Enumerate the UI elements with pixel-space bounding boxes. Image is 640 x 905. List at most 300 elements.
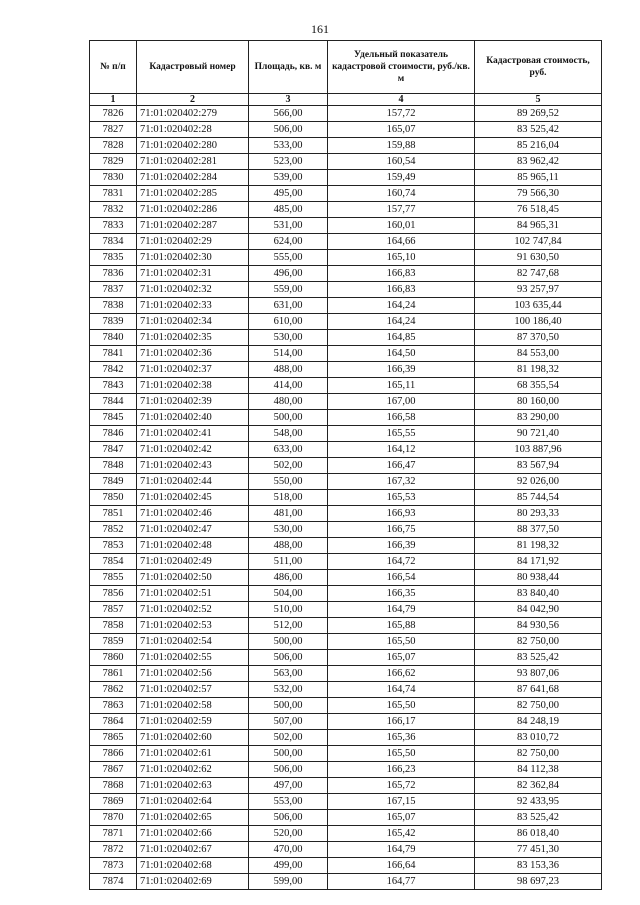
area-cell: 495,00: [249, 186, 328, 202]
row-number-cell: 7868: [90, 778, 137, 794]
cadastral-number-cell: 71:01:020402:68: [137, 858, 249, 874]
cadastral-number-cell: 71:01:020402:41: [137, 426, 249, 442]
cadastral-number-cell: 71:01:020402:40: [137, 410, 249, 426]
area-cell: 488,00: [249, 538, 328, 554]
area-cell: 496,00: [249, 266, 328, 282]
row-number-cell: 7830: [90, 170, 137, 186]
table-row: [90, 314, 602, 330]
unit-value-cell: 165,11: [328, 378, 475, 394]
row-number-cell: 7851: [90, 506, 137, 522]
unit-value-cell: 164,50: [328, 346, 475, 362]
table-row: [90, 282, 602, 298]
table-row: [90, 122, 602, 138]
cadastral-value-cell: 84 965,31: [475, 218, 602, 234]
table-row: [90, 522, 602, 538]
area-cell: 555,00: [249, 250, 328, 266]
header-area: Площадь, кв. м: [249, 41, 328, 94]
table-row: [90, 698, 602, 714]
cadastral-value-cell: 82 750,00: [475, 698, 602, 714]
unit-value-cell: 165,53: [328, 490, 475, 506]
area-cell: 599,00: [249, 874, 328, 890]
cadastral-number-cell: 71:01:020402:39: [137, 394, 249, 410]
unit-value-cell: 165,50: [328, 746, 475, 762]
table-row: [90, 570, 602, 586]
cadastral-value-cell: 93 257,97: [475, 282, 602, 298]
area-cell: 533,00: [249, 138, 328, 154]
unit-value-cell: 164,79: [328, 842, 475, 858]
row-number-cell: 7847: [90, 442, 137, 458]
cadastral-number-cell: 71:01:020402:35: [137, 330, 249, 346]
table-row: [90, 714, 602, 730]
header-cadastral-number: Кадастровый номер: [137, 41, 249, 94]
cadastral-number-cell: 71:01:020402:287: [137, 218, 249, 234]
unit-value-cell: 166,23: [328, 762, 475, 778]
row-number-cell: 7872: [90, 842, 137, 858]
unit-value-cell: 165,72: [328, 778, 475, 794]
area-cell: 500,00: [249, 410, 328, 426]
row-number-cell: 7835: [90, 250, 137, 266]
area-cell: 531,00: [249, 218, 328, 234]
cadastral-value-cell: 83 290,00: [475, 410, 602, 426]
table-row: [90, 538, 602, 554]
unit-value-cell: 166,35: [328, 586, 475, 602]
row-number-cell: 7843: [90, 378, 137, 394]
row-number-cell: 7866: [90, 746, 137, 762]
table-row: [90, 346, 602, 362]
table-row: [90, 490, 602, 506]
unit-value-cell: 164,72: [328, 554, 475, 570]
table-row: [90, 250, 602, 266]
cadastral-number-cell: 71:01:020402:63: [137, 778, 249, 794]
unit-value-cell: 164,24: [328, 314, 475, 330]
cadastral-number-cell: 71:01:020402:54: [137, 634, 249, 650]
cadastral-number-cell: 71:01:020402:50: [137, 570, 249, 586]
unit-value-cell: 160,54: [328, 154, 475, 170]
row-number-cell: 7856: [90, 586, 137, 602]
cadastral-number-cell: 71:01:020402:56: [137, 666, 249, 682]
cadastral-number-cell: 71:01:020402:280: [137, 138, 249, 154]
row-number-cell: 7840: [90, 330, 137, 346]
table-row: [90, 234, 602, 250]
table-row: [90, 394, 602, 410]
cadastral-number-cell: 71:01:020402:37: [137, 362, 249, 378]
unit-value-cell: 166,83: [328, 282, 475, 298]
row-number-cell: 7845: [90, 410, 137, 426]
row-number-cell: 7850: [90, 490, 137, 506]
cadastral-number-cell: 71:01:020402:43: [137, 458, 249, 474]
cadastral-number-cell: 71:01:020402:36: [137, 346, 249, 362]
area-cell: 470,00: [249, 842, 328, 858]
table-row: [90, 762, 602, 778]
cadastral-value-cell: 84 112,38: [475, 762, 602, 778]
row-number-cell: 7831: [90, 186, 137, 202]
cadastral-number-cell: 71:01:020402:285: [137, 186, 249, 202]
cadastral-table: [89, 40, 602, 890]
area-cell: 511,00: [249, 554, 328, 570]
table-row: [90, 858, 602, 874]
row-number-cell: 7838: [90, 298, 137, 314]
area-cell: 548,00: [249, 426, 328, 442]
area-cell: 485,00: [249, 202, 328, 218]
column-number: 2: [137, 94, 249, 106]
table-row: [90, 842, 602, 858]
row-number-cell: 7852: [90, 522, 137, 538]
table-row: [90, 602, 602, 618]
cadastral-value-cell: 80 938,44: [475, 570, 602, 586]
table-row: [90, 202, 602, 218]
table-row: [90, 506, 602, 522]
unit-value-cell: 164,77: [328, 874, 475, 890]
area-cell: 610,00: [249, 314, 328, 330]
area-cell: 566,00: [249, 106, 328, 122]
cadastral-number-cell: 71:01:020402:28: [137, 122, 249, 138]
cadastral-value-cell: 83 962,42: [475, 154, 602, 170]
row-number-cell: 7848: [90, 458, 137, 474]
cadastral-number-cell: 71:01:020402:59: [137, 714, 249, 730]
cadastral-value-cell: 87 370,50: [475, 330, 602, 346]
cadastral-number-cell: 71:01:020402:30: [137, 250, 249, 266]
unit-value-cell: 165,50: [328, 634, 475, 650]
cadastral-value-cell: 85 216,04: [475, 138, 602, 154]
area-cell: 500,00: [249, 634, 328, 650]
row-number-cell: 7849: [90, 474, 137, 490]
cadastral-value-cell: 80 160,00: [475, 394, 602, 410]
row-number-cell: 7827: [90, 122, 137, 138]
unit-value-cell: 164,12: [328, 442, 475, 458]
unit-value-cell: 167,00: [328, 394, 475, 410]
unit-value-cell: 159,88: [328, 138, 475, 154]
cadastral-number-cell: 71:01:020402:281: [137, 154, 249, 170]
row-number-cell: 7829: [90, 154, 137, 170]
unit-value-cell: 160,74: [328, 186, 475, 202]
cadastral-value-cell: 79 566,30: [475, 186, 602, 202]
table-row: [90, 106, 602, 122]
unit-value-cell: 164,79: [328, 602, 475, 618]
cadastral-value-cell: 82 362,84: [475, 778, 602, 794]
row-number-cell: 7862: [90, 682, 137, 698]
table-row: [90, 218, 602, 234]
row-number-cell: 7836: [90, 266, 137, 282]
row-number-cell: 7860: [90, 650, 137, 666]
cadastral-value-cell: 103 635,44: [475, 298, 602, 314]
table-row: [90, 298, 602, 314]
unit-value-cell: 164,24: [328, 298, 475, 314]
row-number-cell: 7837: [90, 282, 137, 298]
unit-value-cell: 164,66: [328, 234, 475, 250]
table-row: [90, 410, 602, 426]
area-cell: 633,00: [249, 442, 328, 458]
unit-value-cell: 166,75: [328, 522, 475, 538]
cadastral-number-cell: 71:01:020402:61: [137, 746, 249, 762]
row-number-cell: 7846: [90, 426, 137, 442]
area-cell: 504,00: [249, 586, 328, 602]
table-row: [90, 634, 602, 650]
table-row: [90, 186, 602, 202]
row-number-cell: 7833: [90, 218, 137, 234]
table-row: [90, 666, 602, 682]
area-cell: 506,00: [249, 810, 328, 826]
table-row: [90, 618, 602, 634]
unit-value-cell: 165,07: [328, 122, 475, 138]
unit-value-cell: 164,85: [328, 330, 475, 346]
area-cell: 507,00: [249, 714, 328, 730]
cadastral-value-cell: 68 355,54: [475, 378, 602, 394]
unit-value-cell: 166,39: [328, 362, 475, 378]
cadastral-value-cell: 83 525,42: [475, 650, 602, 666]
unit-value-cell: 167,15: [328, 794, 475, 810]
row-number-cell: 7853: [90, 538, 137, 554]
cadastral-number-cell: 71:01:020402:32: [137, 282, 249, 298]
row-number-cell: 7857: [90, 602, 137, 618]
area-cell: 488,00: [249, 362, 328, 378]
unit-value-cell: 166,47: [328, 458, 475, 474]
cadastral-value-cell: 103 887,96: [475, 442, 602, 458]
table-row: [90, 810, 602, 826]
unit-value-cell: 166,83: [328, 266, 475, 282]
cadastral-value-cell: 85 744,54: [475, 490, 602, 506]
cadastral-value-cell: 100 186,40: [475, 314, 602, 330]
area-cell: 414,00: [249, 378, 328, 394]
cadastral-number-cell: 71:01:020402:57: [137, 682, 249, 698]
row-number-cell: 7832: [90, 202, 137, 218]
table-row: [90, 154, 602, 170]
row-number-cell: 7844: [90, 394, 137, 410]
unit-value-cell: 166,54: [328, 570, 475, 586]
cadastral-number-cell: 71:01:020402:44: [137, 474, 249, 490]
row-number-cell: 7867: [90, 762, 137, 778]
column-number: 1: [90, 94, 137, 106]
table-row: [90, 746, 602, 762]
area-cell: 514,00: [249, 346, 328, 362]
cadastral-value-cell: 92 026,00: [475, 474, 602, 490]
area-cell: 550,00: [249, 474, 328, 490]
cadastral-value-cell: 87 641,68: [475, 682, 602, 698]
cadastral-number-cell: 71:01:020402:51: [137, 586, 249, 602]
area-cell: 530,00: [249, 522, 328, 538]
table-row: [90, 442, 602, 458]
cadastral-number-cell: 71:01:020402:286: [137, 202, 249, 218]
area-cell: 506,00: [249, 122, 328, 138]
area-cell: 510,00: [249, 602, 328, 618]
cadastral-number-cell: 71:01:020402:65: [137, 810, 249, 826]
unit-value-cell: 159,49: [328, 170, 475, 186]
header-row-number: № п/п: [90, 41, 137, 94]
cadastral-number-cell: 71:01:020402:33: [137, 298, 249, 314]
table-row: [90, 170, 602, 186]
area-cell: 553,00: [249, 794, 328, 810]
table-row: [90, 138, 602, 154]
cadastral-number-cell: 71:01:020402:69: [137, 874, 249, 890]
area-cell: 506,00: [249, 650, 328, 666]
cadastral-number-cell: 71:01:020402:45: [137, 490, 249, 506]
row-number-cell: 7874: [90, 874, 137, 890]
cadastral-number-cell: 71:01:020402:46: [137, 506, 249, 522]
table-row: [90, 650, 602, 666]
cadastral-value-cell: 77 451,30: [475, 842, 602, 858]
row-number-cell: 7871: [90, 826, 137, 842]
area-cell: 539,00: [249, 170, 328, 186]
row-number-cell: 7863: [90, 698, 137, 714]
table-row: [90, 554, 602, 570]
row-number-cell: 7873: [90, 858, 137, 874]
cadastral-value-cell: 89 269,52: [475, 106, 602, 122]
unit-value-cell: 164,74: [328, 682, 475, 698]
area-cell: 500,00: [249, 698, 328, 714]
unit-value-cell: 165,07: [328, 650, 475, 666]
cadastral-number-cell: 71:01:020402:58: [137, 698, 249, 714]
area-cell: 520,00: [249, 826, 328, 842]
table-row: [90, 330, 602, 346]
row-number-cell: 7842: [90, 362, 137, 378]
table-row: [90, 874, 602, 890]
table-row: [90, 458, 602, 474]
cadastral-value-cell: 82 750,00: [475, 746, 602, 762]
cadastral-value-cell: 86 018,40: [475, 826, 602, 842]
unit-value-cell: 167,32: [328, 474, 475, 490]
cadastral-value-cell: 102 747,84: [475, 234, 602, 250]
cadastral-number-cell: 71:01:020402:38: [137, 378, 249, 394]
row-number-cell: 7841: [90, 346, 137, 362]
unit-value-cell: 166,58: [328, 410, 475, 426]
area-cell: 500,00: [249, 746, 328, 762]
cadastral-number-cell: 71:01:020402:62: [137, 762, 249, 778]
area-cell: 624,00: [249, 234, 328, 250]
table-row: [90, 426, 602, 442]
row-number-cell: 7828: [90, 138, 137, 154]
header-cadastral-value: Кадастровая стоимость, руб.: [475, 41, 602, 94]
table-row: [90, 474, 602, 490]
area-cell: 563,00: [249, 666, 328, 682]
cadastral-value-cell: 84 930,56: [475, 618, 602, 634]
row-number-cell: 7861: [90, 666, 137, 682]
cadastral-value-cell: 81 198,32: [475, 362, 602, 378]
table-row: [90, 362, 602, 378]
cadastral-value-cell: 82 750,00: [475, 634, 602, 650]
cadastral-number-cell: 71:01:020402:60: [137, 730, 249, 746]
area-cell: 480,00: [249, 394, 328, 410]
cadastral-number-cell: 71:01:020402:53: [137, 618, 249, 634]
area-cell: 523,00: [249, 154, 328, 170]
area-cell: 502,00: [249, 730, 328, 746]
table-row: [90, 826, 602, 842]
column-number: 3: [249, 94, 328, 106]
cadastral-number-cell: 71:01:020402:55: [137, 650, 249, 666]
cadastral-number-cell: 71:01:020402:31: [137, 266, 249, 282]
cadastral-value-cell: 76 518,45: [475, 202, 602, 218]
cadastral-value-cell: 83 567,94: [475, 458, 602, 474]
table-body: [90, 106, 602, 890]
cadastral-number-cell: 71:01:020402:52: [137, 602, 249, 618]
unit-value-cell: 166,64: [328, 858, 475, 874]
table-row: [90, 266, 602, 282]
row-number-cell: 7826: [90, 106, 137, 122]
cadastral-number-cell: 71:01:020402:34: [137, 314, 249, 330]
unit-value-cell: 165,42: [328, 826, 475, 842]
table-row: [90, 730, 602, 746]
area-cell: 512,00: [249, 618, 328, 634]
cadastral-value-cell: 83 153,36: [475, 858, 602, 874]
cadastral-value-cell: 85 965,11: [475, 170, 602, 186]
cadastral-number-cell: 71:01:020402:48: [137, 538, 249, 554]
unit-value-cell: 166,62: [328, 666, 475, 682]
area-cell: 497,00: [249, 778, 328, 794]
row-number-cell: 7854: [90, 554, 137, 570]
cadastral-value-cell: 83 010,72: [475, 730, 602, 746]
unit-value-cell: 160,01: [328, 218, 475, 234]
cadastral-number-cell: 71:01:020402:64: [137, 794, 249, 810]
unit-value-cell: 165,10: [328, 250, 475, 266]
table-row: [90, 794, 602, 810]
unit-value-cell: 166,93: [328, 506, 475, 522]
cadastral-number-cell: 71:01:020402:279: [137, 106, 249, 122]
cadastral-number-cell: 71:01:020402:67: [137, 842, 249, 858]
cadastral-value-cell: 82 747,68: [475, 266, 602, 282]
table-row: [90, 778, 602, 794]
row-number-cell: 7839: [90, 314, 137, 330]
row-number-cell: 7864: [90, 714, 137, 730]
area-cell: 559,00: [249, 282, 328, 298]
cadastral-value-cell: 88 377,50: [475, 522, 602, 538]
row-number-cell: 7870: [90, 810, 137, 826]
cadastral-value-cell: 84 248,19: [475, 714, 602, 730]
cadastral-value-cell: 84 171,92: [475, 554, 602, 570]
cadastral-value-cell: 98 697,23: [475, 874, 602, 890]
cadastral-number-cell: 71:01:020402:284: [137, 170, 249, 186]
area-cell: 530,00: [249, 330, 328, 346]
unit-value-cell: 165,07: [328, 810, 475, 826]
row-number-cell: 7834: [90, 234, 137, 250]
cadastral-value-cell: 84 553,00: [475, 346, 602, 362]
unit-value-cell: 165,50: [328, 698, 475, 714]
area-cell: 506,00: [249, 762, 328, 778]
cadastral-number-cell: 71:01:020402:29: [137, 234, 249, 250]
table-row: [90, 682, 602, 698]
row-number-cell: 7865: [90, 730, 137, 746]
row-number-cell: 7869: [90, 794, 137, 810]
cadastral-number-cell: 71:01:020402:47: [137, 522, 249, 538]
area-cell: 631,00: [249, 298, 328, 314]
unit-value-cell: 166,39: [328, 538, 475, 554]
row-number-cell: 7859: [90, 634, 137, 650]
column-number: 5: [475, 94, 602, 106]
area-cell: 481,00: [249, 506, 328, 522]
column-number-row: [90, 94, 602, 106]
cadastral-value-cell: 83 525,42: [475, 810, 602, 826]
cadastral-value-cell: 80 293,33: [475, 506, 602, 522]
unit-value-cell: 157,77: [328, 202, 475, 218]
cadastral-value-cell: 84 042,90: [475, 602, 602, 618]
unit-value-cell: 157,72: [328, 106, 475, 122]
row-number-cell: 7855: [90, 570, 137, 586]
table-row: [90, 586, 602, 602]
page-number: 161: [311, 22, 329, 36]
cadastral-value-cell: 91 630,50: [475, 250, 602, 266]
area-cell: 532,00: [249, 682, 328, 698]
cadastral-value-cell: 90 721,40: [475, 426, 602, 442]
header-row: [90, 41, 602, 94]
column-number: 4: [328, 94, 475, 106]
area-cell: 486,00: [249, 570, 328, 586]
cadastral-value-cell: 81 198,32: [475, 538, 602, 554]
cadastral-value-cell: 92 433,95: [475, 794, 602, 810]
unit-value-cell: 166,17: [328, 714, 475, 730]
row-number-cell: 7858: [90, 618, 137, 634]
unit-value-cell: 165,88: [328, 618, 475, 634]
area-cell: 499,00: [249, 858, 328, 874]
cadastral-number-cell: 71:01:020402:66: [137, 826, 249, 842]
area-cell: 518,00: [249, 490, 328, 506]
cadastral-number-cell: 71:01:020402:49: [137, 554, 249, 570]
